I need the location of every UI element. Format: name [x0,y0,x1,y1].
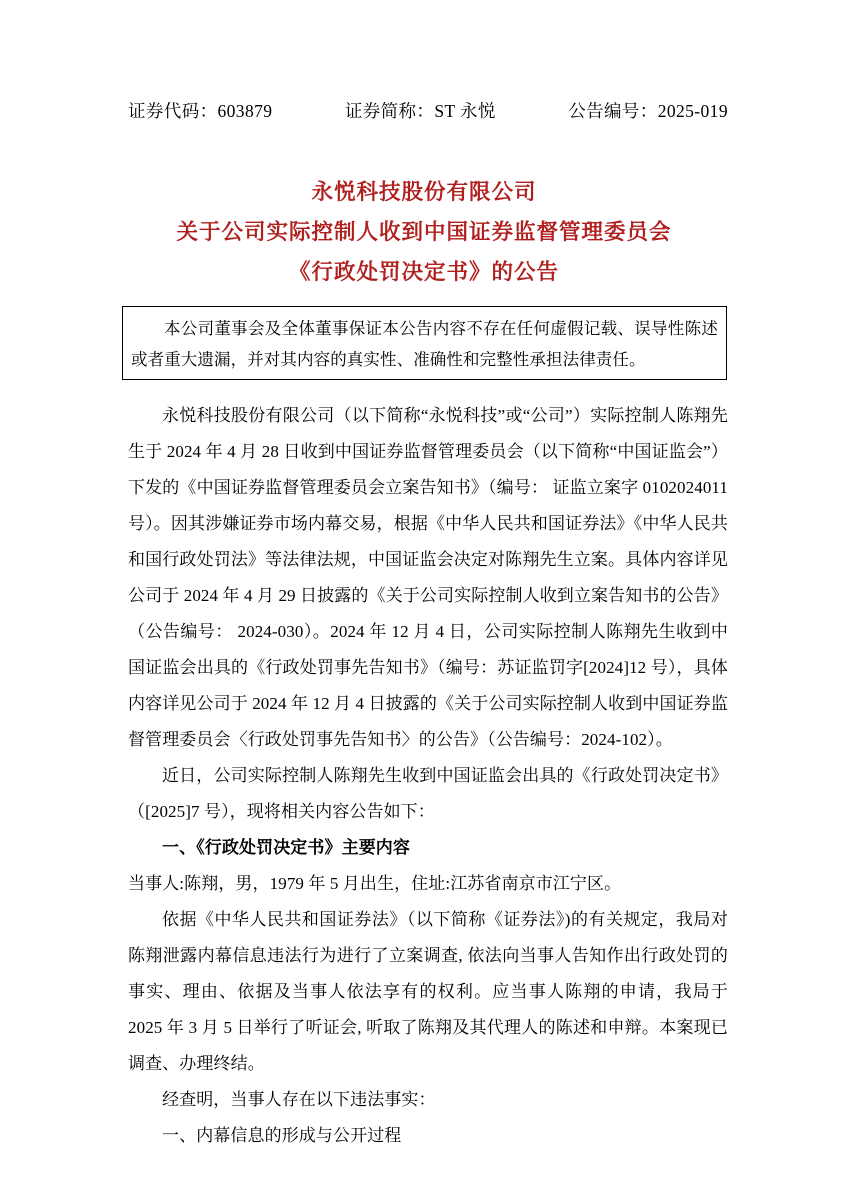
announcement-number [568,98,728,123]
page-title [0,172,848,292]
title-line-document: 《行政处罚决定书》的公告 [288,260,559,284]
security-code-label: 证券代码： [128,101,218,121]
security-code-value: 603879 [217,101,273,121]
announcement-number-label: 公告编号： [568,101,658,121]
security-name-value: ST 永悦 [434,101,496,121]
title-line-subject: 关于公司实际控制人收到中国证券监督管理委员会 [176,220,672,244]
body-heading-1: 一、《行政处罚决定书》主要内容 [162,838,410,857]
body-paragraph-1: 永悦科技股份有限公司（以下简称“永悦科技”或“公司”）实际控制人陈翔先生于 2024 年 4 月 28 日收到中国证券监督管理委员会（以下简称“中国证监会”）下发的《中国证券监督管理委员会立案告知书》（编号： 证监立案字 0102024011 号）。因其涉嫌证券市场内幕交易，根据《中华人民共和国证券法》《中华人民共和国行政处罚法》等法律法规，中国证监会决定对陈翔先生立案。具体内容详见公司于 2024 年 4 月 29 日披露的《关于公司实际控制人收到立案告知书的公告》（公告编号： 2024-030）。2024 年 12 月 4 日，公司实际控制人陈翔先生收到中国证监会出具的《行政处罚事先告知书》（编号：苏证监罚字[2024]12 号），具体内容详见公司于 2024 年 12 月 4 日披露的《关于公司实际控制人收到中国证券监督管理委员会〈行政处罚事先告知书〉的公告》（公告编号：2024-102）。 [128,406,728,749]
title-line-company: 永悦科技股份有限公司 [311,180,537,204]
security-code [128,98,272,123]
disclaimer-box [122,306,727,380]
document-body [128,398,728,1154]
body-paragraph-2: 近日，公司实际控制人陈翔先生收到中国证监会出具的《行政处罚决定书》（[2025]7 号），现将相关内容公告如下： [128,766,728,821]
body-heading-2: 一、内幕信息的形成与公开过程 [162,1126,402,1145]
body-paragraph-3: 依据《中华人民共和国证券法》（以下简称《证券法》)的有关规定，我局对陈翔泄露内幕信息违法行为进行了立案调查, 依法向当事人告知作出行政处罚的事实、理由、依据及当事人依法享有的权利。应当事人陈翔的申请，我局于 2025 年 3 月 5 日举行了听证会, 听取了陈翔及其代理人的陈述和申辩。本案现已调查、办理终结。 [128,910,728,1073]
security-name-label: 证券简称： [344,101,435,121]
document-header [128,98,728,123]
announcement-number-value: 2025-019 [657,101,728,121]
body-paragraph-4: 经查明，当事人存在以下违法事实： [162,1090,436,1109]
security-name [345,98,496,123]
body-party-line: 当事人:陈翔，男，1979 年 5 月出生，住址:江苏省南京市江宁区。 [128,874,622,893]
disclaimer-text: 本公司董事会及全体董事保证本公告内容不存在任何虚假记载、误导性陈述或者重大遗漏，并对其内容的真实性、准确性和完整性承担法律责任。 [131,319,718,369]
